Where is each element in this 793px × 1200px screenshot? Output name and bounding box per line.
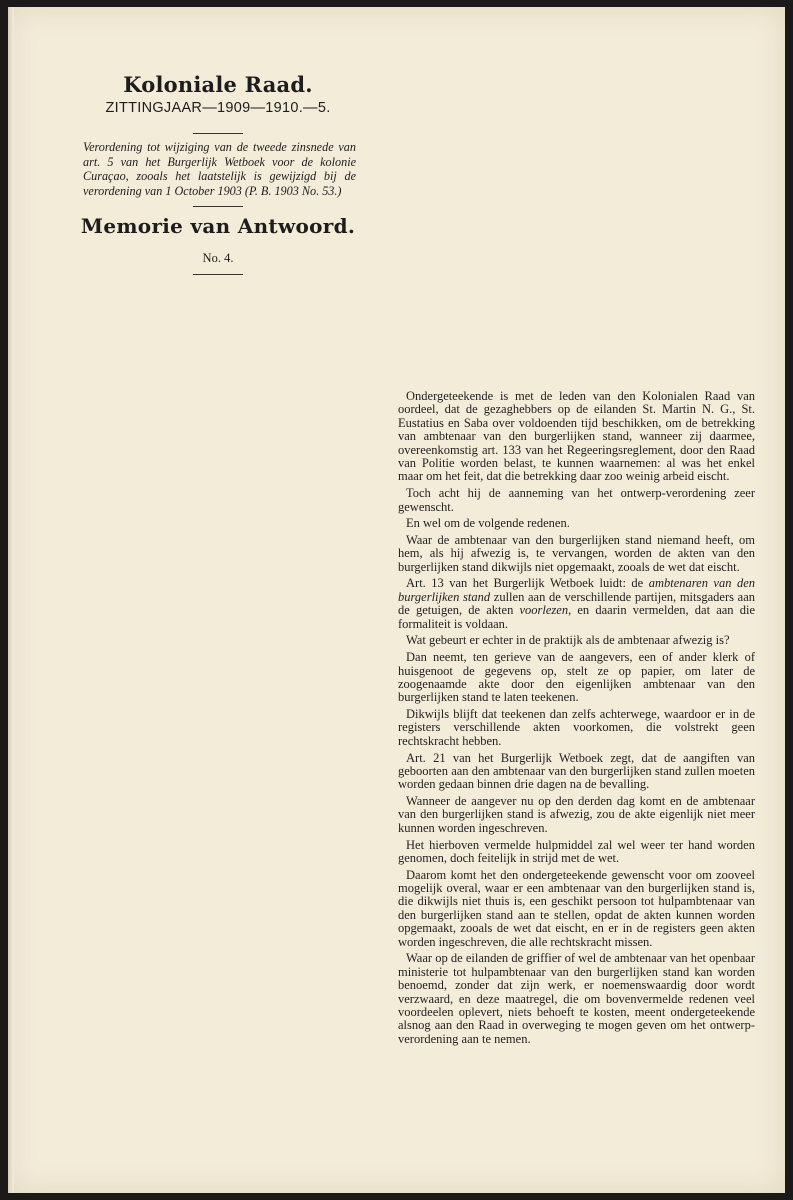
paragraph: Wanneer de aangever nu op den derden dag komt en de ambtenaar van den burgerlijken stand is afwezig, zou de akte eigenlijk niet meer kunnen worden ingeschreven.	[398, 794, 755, 835]
paragraph-text: Art. 13 van het Burgerlijk Wetboek luidt: de	[406, 576, 649, 591]
document-number: No. 4.	[202, 251, 234, 266]
paragraph: Art. 21 van het Burgerlijk Wetboek zegt, dat de aangiften van geboorten aan den ambtenaar van den burgerlijken stand zullen moeten worden gedaan binnen drie dagen na de bevalling.	[398, 750, 755, 792]
session-year: ZITTINGJAAR—1909—1910.—5.	[105, 100, 331, 116]
paragraph: Dan neemt, ten gerieve van de aangevers, een of ander klerk of huisgenoot de gegevens op, stelt ze op papier, om later de zoogenaamde akte door den eigenlijken ambtenaar van den burgerlijken stand te laten teekenen.	[398, 650, 755, 705]
emphasis-text: ambtenaren van den burgerlijken stand	[398, 576, 756, 604]
paragraph-text: , en daarin vermelden, dat aan die formaliteit is voldaan.	[398, 603, 755, 631]
paragraph: Daarom komt het den ondergeteekende gewenscht voor om zooveel mogelijk overal, waar er een ambtenaar van den burgerlijken stand is, die dikwijls niet thuis is, een geschikt persoon tot hulpambtenaar van den burgerlijken stand aan te stellen, opdat de akten kunnen worden opgemaakt, zooals de wet dat eischt, en er in de registers geen akten worden ingeschreven, die alle rechtskracht missen.	[398, 867, 755, 949]
paragraph-text: zullen aan de verschillende partijen, mitsgaders aan de getuigen, de akten	[398, 589, 755, 618]
page-spine-shadow	[8, 7, 14, 1193]
paragraph: Wat gebeurt er echter in de praktijk als de ambtenaar afwezig is?	[406, 633, 730, 648]
document-heading: Memorie van Antwoord.	[80, 214, 356, 239]
emphasis-text: voorlezen	[519, 603, 569, 618]
paragraph: Toch acht hij de aanneming van het ontwerp-verordening zeer gewenscht.	[398, 486, 755, 514]
paragraph: Dikwijls blijft dat teekenen dan zelfs achterwege, waardoor er in de registers verschillende akten voorkomen, die volstrekt geen rechtskracht hebben.	[398, 707, 755, 748]
paragraph: Waar op de eilanden de griffier of wel de ambtenaar van het openbaar ministerie tot hulpambtenaar van den burgerlijken stand kan worden benoemd, zonder dat zijn werk, er noemenswaardig door wordt verzwaard, en deze maatregel, die om bovenvermelde redenen veel voordeelen oplevert, niets behoeft te kosten, meent ondergeteekende alsnog aan den Raad in overweging te mogen geven om het ontwerp-verordening aan te nemen.	[398, 951, 755, 1046]
paragraph: Waar de ambtenaar van den burgerlijken stand niemand heeft, om hem, als hij afwezig is, te vervangen, worden de akten van den burgerlijken stand dikwijls niet opgemaakt, zooals de wet dat eischt.	[398, 532, 755, 574]
paragraph	[398, 577, 755, 631]
council-title: Koloniale Raad.	[123, 72, 313, 97]
subject-divider	[193, 206, 243, 207]
ordinance-subject: Verordening tot wijziging van de tweede zinsnede van art. 5 van het Burgerlijk Wetboek voor de kolonie Curaçao, zooals het laatstelijk is gewijzigd bij de verordening van 1 October 1903 (P. B. 1903 No. 53.)	[83, 140, 356, 198]
number-divider	[193, 274, 243, 275]
header-divider	[193, 133, 243, 134]
paragraph: En wel om de volgende redenen.	[406, 516, 570, 531]
memorandum-body	[398, 390, 755, 1050]
document-header	[80, 72, 356, 275]
document-page	[8, 7, 785, 1193]
paragraph: Het hierboven vermelde hulpmiddel zal wel weer ter hand worden genomen, doch feitelijk in strijd met de wet.	[398, 837, 755, 865]
paragraph: Ondergeteekende is met de leden van den Kolonialen Raad van oordeel, dat de gezaghebbers op de eilanden St. Martin N. G., St. Eustatius en Saba over voldoenden tijd beschikken, om de betrekking van ambtenaar van den burgerlijken stand, wanneer zij daarmee, overeenkomstig art. 133 van het Regeeringsreglement, door den Raad van Politie worden belast, te kunnen waarnemen: al was het enkel maar om het feit, dat die betrekking daar zoo weinig arbeid eischt.	[398, 389, 755, 484]
